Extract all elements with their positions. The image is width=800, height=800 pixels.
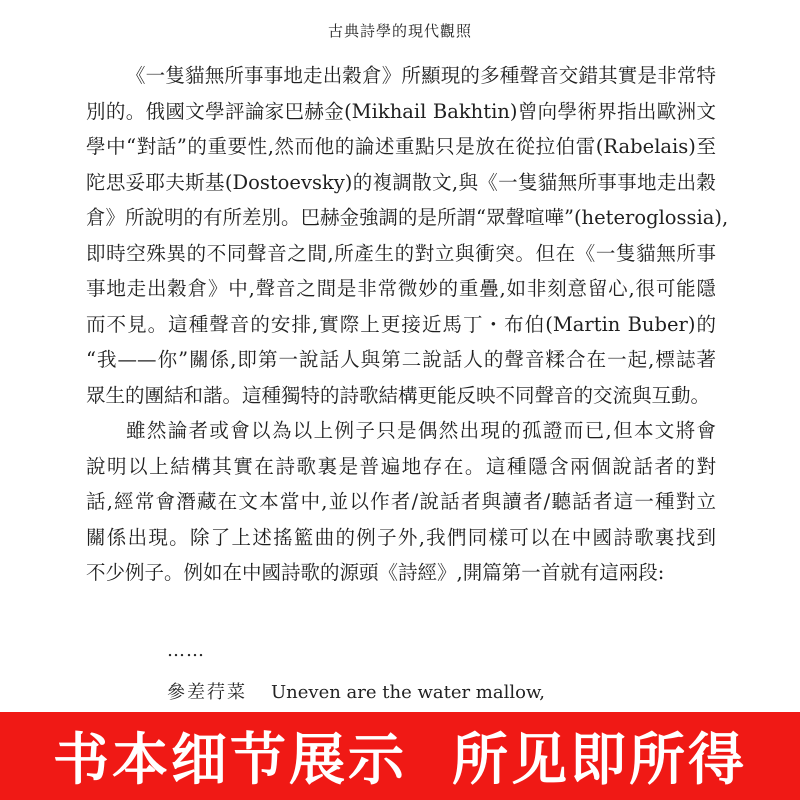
banner-text: 书本细节展示 所见即所得 xyxy=(53,728,747,793)
text-line: 倉》所說明的有所差別。巴赫金強調的是所謂“眾聲喧嘩”(heteroglossia), xyxy=(86,206,729,229)
text-line: “我——你”關係,即第一說話人與第二說話人的聲音糅合在一起,標誌著 xyxy=(86,348,716,371)
quoted-poem-line xyxy=(167,678,545,704)
text-line: 說明以上結構其實在詩歌裏是普遍地存在。這種隱含兩個說話者的對 xyxy=(86,454,716,478)
text-line: 話,經常會潛藏在文本當中,並以作者/說話者與讀者/聽話者這一種對立 xyxy=(86,490,716,513)
poem-chinese: 參差荇菜 xyxy=(167,682,247,703)
running-header: 古典詩學的現代觀照 xyxy=(327,22,472,40)
paragraph-2 xyxy=(86,413,716,591)
text-line: 學中“對話”的重要性,然而他的論述重點只是放在從拉伯雷(Rabelais)至 xyxy=(86,135,716,158)
text-line: 雖然論者或會以為以上例子只是偶然出現的孤證而已,但本文將會 xyxy=(126,419,716,442)
body-text xyxy=(86,58,729,591)
text-line: 即時空殊異的不同聲音之間,所產生的對立與衝突。但在《一隻貓無所事 xyxy=(86,241,716,265)
quote-ellipsis: …… xyxy=(167,640,205,661)
paragraph-1 xyxy=(86,58,729,413)
text-line: 而不見。這種聲音的安排,實際上更接近馬丁・布伯(Martin Buber)的 xyxy=(86,312,716,336)
text-line: 別的。俄國文學評論家巴赫金(Mikhail Bakhtin)曾向學術界指出歐洲文 xyxy=(86,99,716,123)
text-line: 關係出現。除了上述搖籃曲的例子外,我們同樣可以在中國詩歌裏找到 xyxy=(86,525,716,549)
text-line: 陀思妥耶夫斯基(Dostoevsky)的複調散文,與《一隻貓無所事事地走出穀 xyxy=(86,170,716,194)
promo-banner xyxy=(0,712,800,800)
text-line: 不少例子。例如在中國詩歌的源頭《詩經》,開篇第一首就有這兩段: xyxy=(86,561,665,584)
poem-english: Uneven are the water mallow, xyxy=(271,682,545,703)
text-line: 《一隻貓無所事事地走出穀倉》所顯現的多種聲音交錯其實是非常特 xyxy=(126,64,716,87)
text-line: 眾生的團結和諧。這種獨特的詩歌結構更能反映不同聲音的交流與互動。 xyxy=(86,383,711,407)
text-line: 事地走出穀倉》中,聲音之間是非常微妙的重疊,如非刻意留心,很可能隱 xyxy=(86,277,716,300)
